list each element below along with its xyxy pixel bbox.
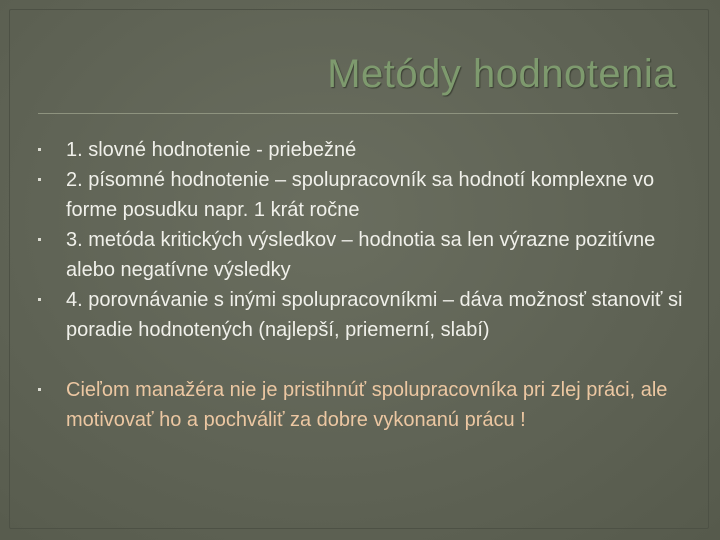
conclusion-text: Cieľom manažéra nie je pristihnúť spolupracovníka pri zlej práci, ale motivovať ho a pochváliť za dobre vykonanú prácu ! [66,379,668,431]
bullet-text: 4. porovnávanie s inými spolupracovníkmi – dáva možnosť stanoviť si poradie hodnotených (najlepší, priemerní, slabí) [66,289,683,341]
bullet-item [34,135,684,165]
slide-title: Metódy hodnotenia [327,52,676,96]
bullet-marker-icon [38,178,41,181]
bullet-item [34,165,684,225]
conclusion-item [34,375,684,435]
bullet-text: 3. metóda kritických výsledkov – hodnotia sa len výrazne pozitívne alebo negatívne výsledky [66,229,656,281]
bullet-text: 1. slovné hodnotenie - priebežné [66,139,357,161]
bullet-item [34,285,684,345]
bullet-marker-icon [38,148,41,151]
bullet-marker-icon [38,388,41,391]
bullet-item [34,225,684,285]
bullet-marker-icon [38,238,41,241]
bullet-text: 2. písomné hodnotenie – spolupracovník sa hodnotí komplexne vo forme posudku napr. 1 krát ročne [66,169,655,221]
title-divider [38,113,678,114]
bullet-marker-icon [38,298,41,301]
bullet-list [34,135,684,435]
